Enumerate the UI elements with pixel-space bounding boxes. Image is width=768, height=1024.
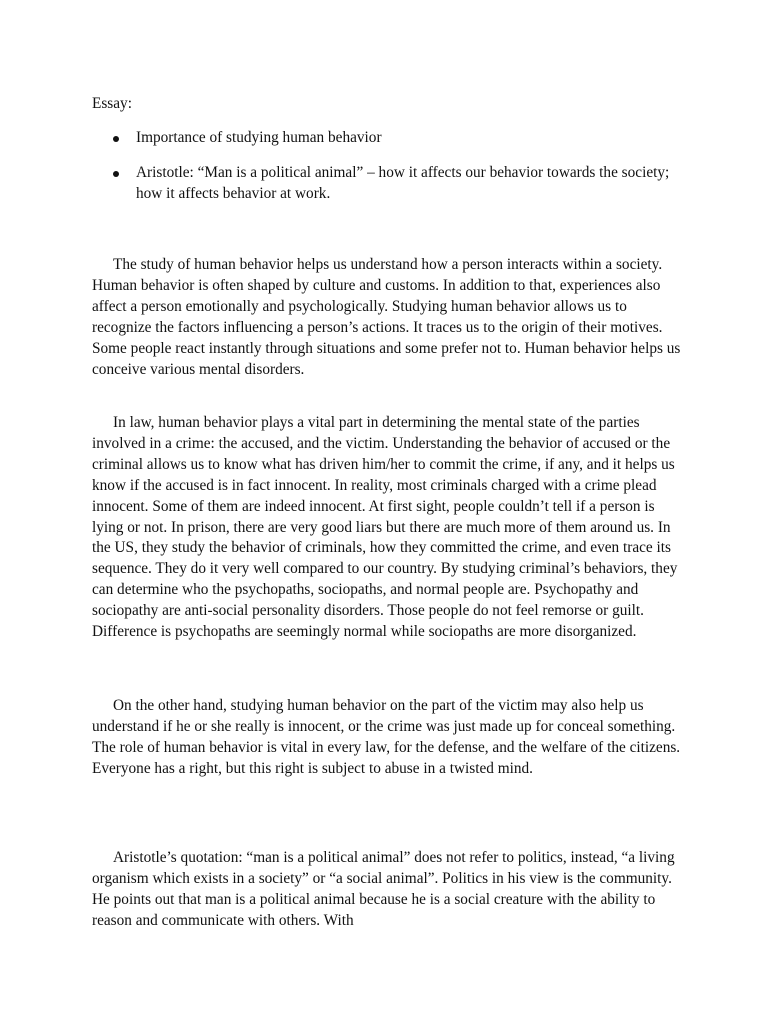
paragraph-law-behavior: In law, human behavior plays a vital part in determining the mental state of the parties involved in a crime: the accused, and the victim. Understanding the behavior of accused or the criminal allows us to know what has driven him/her to commit the crime, if any, and it helps us know if the accused is in fact innocent. In reality, most criminals charged with a crime plead innocent. Some of them are indeed innocent. At first sight, people couldn’t tell if a person is lying or not. In prison, there are very good liars but there are much more of them around us. In the US, they study the behavior of criminals, how they committed the crime, and even trace its sequence. They do it very well compared to our country. By studying criminal’s behaviors, they can determine who the psychopaths, sociopaths, and normal people are. Psychopathy and sociopathy are anti-social personality disorders. Those people do not feel remorse or guilt. Difference is psychopaths are seemingly normal while sociopaths are more disorganized. <box>92 414 678 641</box>
paragraph-human-behavior-intro: The study of human behavior helps us understand how a person interacts within a society. Human behavior is often shaped by culture and customs. In addition to that, experiences also affect a person emotionally and psychologically. Studying human behavior allows us to recognize the factors influencing a person’s actions. It traces us to the origin of their motives. Some people react instantly through situations and some prefer not to. Human behavior helps us conceive various mental disorders. <box>92 256 681 378</box>
topic-bullet-item <box>92 128 692 149</box>
topic-bullet-list <box>92 128 692 219</box>
topic-bullet-item <box>92 163 692 205</box>
topic-bullet-text: Aristotle: “Man is a political animal” – how it affects our behavior towards the society; how it affects behavior at work. <box>136 163 670 202</box>
essay-label: Essay: <box>92 95 132 112</box>
bullet-dot-icon <box>113 136 119 142</box>
topic-bullet-text: Importance of studying human behavior <box>136 129 382 146</box>
paragraph-aristotle-quotation: Aristotle’s quotation: “man is a political animal” does not refer to politics, instead, “a living organism which exists in a society” or “a social animal”. Politics in his view is the community. He points out that man is a political animal because he is a social creature with the ability to reason and communicate with others. With <box>92 849 675 929</box>
bullet-dot-icon <box>113 171 119 177</box>
paragraph-victim-behavior: On the other hand, studying human behavior on the part of the victim may also help us understand if he or she really is innocent, or the crime was just made up for conceal something. The role of human behavior is vital in every law, for the defense, and the welfare of the citizens. Everyone has a right, but this right is subject to abuse in a twisted mind. <box>92 697 681 777</box>
